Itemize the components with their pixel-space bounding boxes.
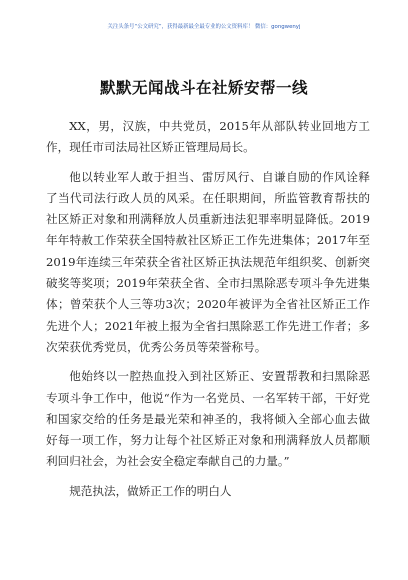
paragraph-intro: XX，男，汉族，中共党员，2015年从部队转业回地方工作，现任市司法局社区矫正管理局局长。 xyxy=(46,119,370,155)
paragraph-achievements: 他以转业军人敢于担当、雷厉风行、自谦自励的作风诠释了当代司法行政人员的风采。在任职期间，所监管教育帮扶的社区矫正对象和刑满释放人员重新违法犯罪率明显降低。2019年年特赦工作荣获全国特赦社区矫正工作先进集体；2017年至2019年连续三年荣获全省社区矫正执法规范年组织奖、创新突破奖等奖项；2019年荣获全省、全市扫黑除恶专项斗争先进集体；曾荣获个人三等功3次；2020年被评为全省社区矫正工作先进个人；2021年被上报为全省扫黑除恶工作先进工作者；多次荣获优秀党员，优秀公务员等荣誉称号。 xyxy=(46,169,370,354)
header-banner: 关注头条号“公文研究”，获得最新最全最专业的公文资料库！ 微信：gongwenyj xyxy=(107,24,301,30)
paragraph-dedication: 他始终以一腔热血投入到社区矫正、安置帮教和扫黑除恶专项斗争工作中，他说“作为一名党员、一名军转干部，干好党和国家交给的任务是最光荣和神圣的，我将倾入全部心血去做好每一项工作，努力让每个社区矫正对象和刑满释放人员都顺利回归社会，为社会安全稳定奉献自己的力量。” xyxy=(46,369,370,469)
document-title: 默默无闻战斗在社矫安帮一线 xyxy=(99,78,308,97)
section-heading: 规范执法，做矫正工作的明白人 xyxy=(69,483,232,498)
document-body xyxy=(46,116,370,510)
